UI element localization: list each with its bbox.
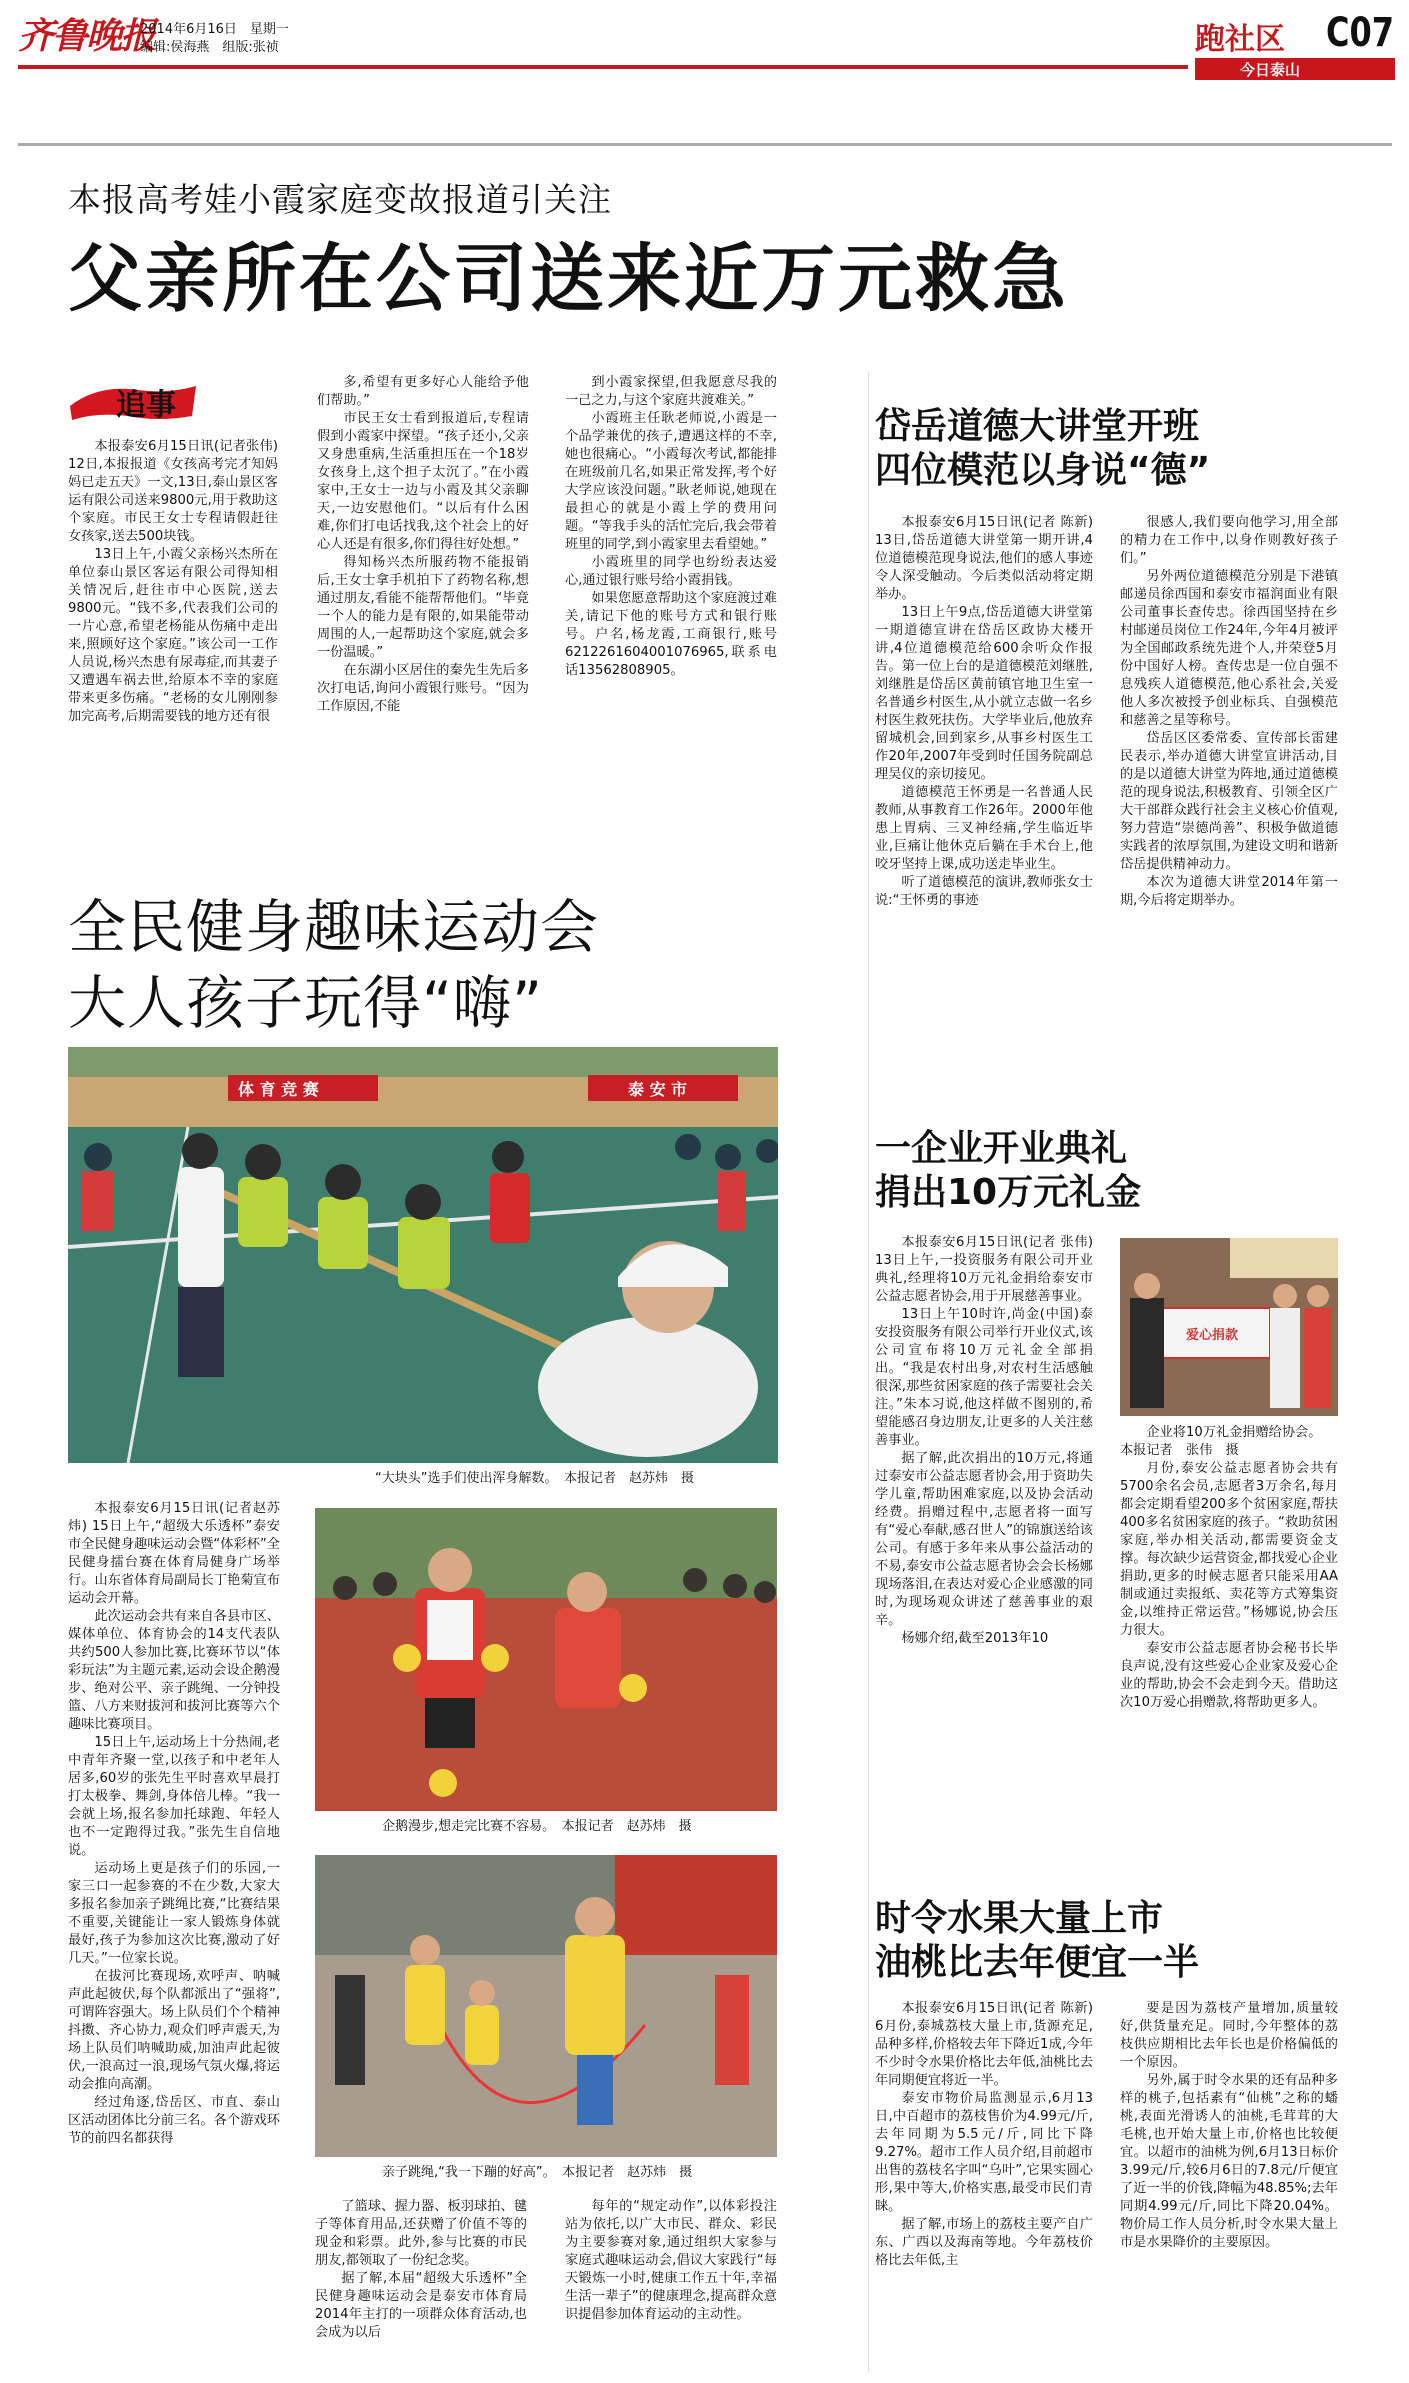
jump-rope-illustration <box>315 1855 777 2157</box>
jump-rope-photo <box>315 1855 777 2157</box>
paragraph: 在东湖小区居住的秦先生先后多次打电话,询问小霞银行账号。“因为工作原因,不能 <box>317 663 529 714</box>
paragraph: 要是因为荔枝产量增加,质量较好,供货量充足。同时,今年整体的荔枝供应期相比去年长也是价格偏低的一个原因。 <box>1120 2001 1338 2070</box>
ethics-column-2 <box>1120 514 1338 1074</box>
lead-column-2 <box>317 374 529 836</box>
column-rule <box>868 372 869 2372</box>
paragraph: 13日上午9点,岱岳道德大讲堂第一期道德宣讲在岱岳区政协大楼开讲,4位道德模范给600余听众作报告。第一位上台的是道德模范刘继胜,刘继胜是岱岳区黄前镇官地卫生室一名普通乡村医生,从小就立志做一名乡村医生救死扶伤。大学毕业后,他放弃留城机会,回到家乡,从事乡村医生工作20年,2007年受到时任国务院副总理吴仪的亲切接见。 <box>875 605 1093 782</box>
penguin-walk-illustration <box>315 1508 777 1811</box>
sports-headline-1: 全民健身趣味运动会 <box>68 893 600 961</box>
paragraph: 另外两位道德模范分别是下港镇邮递员徐西国和泰安市福润面业有限公司董事长查传忠。徐西国坚持在乡村邮递员岗位工作24年,今年4月被评为全国邮政系统先进个人,并荣登5月份中国好人榜。查传忠是一位自强不息残疾人道德模范,他心系社会,关爱他人多次被授予创业标兵、自强模范和慈善之星等称号。 <box>1120 569 1338 728</box>
penguin-walk-photo <box>315 1508 777 1811</box>
paragraph: 经过角逐,岱岳区、市直、泰山区活动团体比分前三名。各个游戏环节的前四名都获得 <box>68 2095 280 2146</box>
paragraph: 到小霞家探望,但我愿意尽我的一己之力,与这个家庭共渡难关。” <box>565 375 777 408</box>
page-number: C07 <box>1326 10 1395 56</box>
editors-line: 编辑:侯海燕 组版:张祯 <box>140 40 279 55</box>
divider-top <box>18 143 1392 146</box>
paragraph: 据了解,本届“超级大乐透杯”全民健身趣味运动会是泰安市体育局2014年主打的一项群众体育活动,也会成为以后 <box>315 2271 527 2340</box>
paragraph: 13日上午10时许,尚金(中国)泰安投资服务有限公司举行开业仪式,该公司宣布将10万元礼金全部捐出。“我是农村出身,对农村生活感触很深,那些贫困家庭的孩子需要社会关注。”朱本习说,他这样做不图别的,希望能感召身边朋友,让更多的人关注慈善事业。 <box>875 1307 1093 1448</box>
paragraph: 另外,属于时令水果的还有品种多样的桃子,包括素有“仙桃”之称的蟠桃,表面光滑诱人的油桃,毛茸茸的大毛桃,也开始大量上市,价格也比较便宜。以超市的油桃为例,6月13日标价3.99元/斤,较6月6日的7.8元/斤便宜了近一半的价钱,降幅为48.85%;去年同期4.99元/斤,同比下降20.04%。物价局工作人员分析,时令水果大量上市是水果降价的主要原因。 <box>1120 2073 1338 2250</box>
enterprise-column-1 <box>875 1234 1093 1846</box>
paragraph: 此次运动会共有来自各县市区、媒体单位、体育协会的14支代表队共约500人参加比赛,比赛环节以“体彩玩法”为主题元素,运动会设企鹅漫步、绝对公平、亲子跳绳、一分钟投篮、八方来财拔河和拔河比赛等六个趣味比赛项目。 <box>68 1609 280 1732</box>
paragraph: 本报泰安6月15日讯(记者张伟) 12日,本报报道《女孩高考完才知妈妈已走五天》一文,13日,泰山景区客运有限公司送来9800元,用于救助这个家庭。市民王女士专程请假赶往女孩家,送去500块钱。 <box>68 439 278 544</box>
photo-caption-2: 企鹅漫步,想走完比赛不容易。 本报记者 赵苏炜 摄 <box>382 1819 692 1834</box>
lead-headline: 父亲所在公司送来近万元救急 <box>68 236 1069 322</box>
photo-caption-3: 亲子跳绳,“我一下蹦的好高”。 本报记者 赵苏炜 摄 <box>382 2165 693 2180</box>
paragraph: 本报泰安6月15日讯(记者 陈新) 13日,岱岳道德大讲堂第一期开讲,4位道德模范现身说法,他们的感人事迹令人深受触动。今后类似活动将定期举办。 <box>875 515 1093 602</box>
paragraph: 本报泰安6月15日讯(记者赵苏炜) 15日上午,“超级大乐透杯”泰安市全民健身趣味运动会暨“体彩杯”全民健身擂台赛在体育局健身广场举行。山东省体育局副局长丁艳菊宣布运动会开幕。 <box>68 1501 280 1606</box>
ethics-column-1 <box>875 514 1093 1074</box>
paragraph: 每年的“规定动作”,以体彩投注站为依托,以广大市民、群众、彩民为主要参赛对象,通过组织大家参与家庭式趣味运动会,倡议大家践行“每天锻炼一小时,健康工作五十年,幸福生活一辈子”的健康理念,提高群众意识提倡参加体育运动的主动性。 <box>565 2199 777 2322</box>
photo-caption-1: “大块头”选手们使出浑身解数。 本报记者 赵苏炜 摄 <box>375 1471 694 1486</box>
banner-text: 体 育 竞 赛 <box>238 1080 319 1099</box>
lead-column-3 <box>565 374 777 814</box>
lead-column-1 <box>68 438 278 836</box>
paragraph: 道德模范王怀勇是一名普通人民教师,从事教育工作26年。2000年他患上胃病、三叉神经痛,学生临近毕业,巨痛让他休克后躺在手术台上,他咬牙坚持上课,成功送走毕业生。 <box>875 785 1093 872</box>
header-rule <box>18 65 1188 69</box>
paragraph: 本次为道德大讲堂2014年第一期,今后将定期举办。 <box>1120 875 1338 908</box>
fruit-headline-2: 油桃比去年便宜一半 <box>875 1942 1200 1983</box>
paragraph: 在拔河比赛现场,欢呼声、呐喊声此起彼伏,每个队都派出了“强将”,可谓阵容强大。场上队员们个个精神抖擞、齐心协力,观众们呼声震天,为场上队员们呐喊助威,加油声此起彼伏,一浪高过一浪,现场气氛火爆,将运动会推向高潮。 <box>68 1969 280 2092</box>
lead-kicker: 本报高考娃小霞家庭变故报道引关注 <box>68 180 612 219</box>
enterprise-column-2 <box>1120 1460 1338 1840</box>
ethics-headline-2: 四位模范以身说“德” <box>875 450 1211 491</box>
paragraph: 泰安市物价局监测显示,6月13日,中百超市的荔枝售价为4.99元/斤,去年同期为5.5元/斤,同比下降9.27%。超市工作人员介绍,目前超市出售的荔枝名字叫“乌叶”,它果实圆心形,果中等大,价格实惠,最受市民们青睐。 <box>875 2091 1093 2214</box>
paragraph: 多,希望有更多好心人能给予他们帮助。” <box>317 375 529 408</box>
zhuishi-badge <box>68 376 198 426</box>
sports-column-right <box>565 2198 777 2378</box>
subsection-name: 今日泰山 <box>1240 61 1301 79</box>
sign-text: 泰 安 市 <box>628 1080 688 1099</box>
paragraph: 小霞班主任耿老师说,小霞是一个品学兼优的孩子,遭遇这样的不幸,她也很痛心。“小霞每次考试,都能排在班级前几名,如果正常发挥,考个好大学应该没问题。”耿老师说,她现在最担心的就是小霞上学的费用问题。“等我手头的活忙完后,我会带着班里的同学,到小霞家里去看望她。” <box>565 411 777 552</box>
ethics-headline-1: 岱岳道德大讲堂开班 <box>875 406 1200 447</box>
enterprise-headline-1: 一企业开业典礼 <box>875 1128 1128 1169</box>
enterprise-headline-2: 捐出10万元礼金 <box>875 1172 1142 1213</box>
fruit-column-2 <box>1120 2000 1338 2378</box>
tug-of-war-illustration <box>68 1047 778 1463</box>
paragraph: 市民王女士看到报道后,专程请假到小霞家中探望。“孩子还小,父亲又身患重病,生活重担压在一个18岁女孩身上,这个担子太沉了。”在小霞家中,王女士一边与小霞及其父亲聊天,一边安慰他们。“以后有什么困难,你们打电话找我,这个社会上的好心人还是有很多,你们得往好处想。” <box>317 411 529 552</box>
badge-label: 追事 <box>116 388 176 423</box>
paragraph: 月份,泰安公益志愿者协会共有5700余名会员,志愿者3万余名,每月都会定期看望200多个贫困家庭,帮扶400多名贫困家庭的孩子。“救助贫困家庭,举办相关活动,都需要资金支撑。每次缺少运营资金,都找爱心企业捐助,更多的时候志愿者只能采用AA制或通过卖报纸、卖花等方式筹集资金,以维持正常运营。”杨娜说,协会压力很大。 <box>1120 1461 1338 1638</box>
paragraph: 很感人,我们要向他学习,用全部的精力在工作中,以身作则教好孩子们。” <box>1120 515 1338 566</box>
paragraph: 据了解,市场上的荔枝主要产自广东、广西以及海南等地。今年荔枝价格比去年低,主 <box>875 2217 1093 2268</box>
paragraph: 如果您愿意帮助这个家庭渡过难关,请记下他的账号方式和银行账号。户名,杨龙霞,工商银行,账号6212261604001076965,联系电话13562808905。 <box>565 591 777 678</box>
sports-column-left <box>68 1500 280 2377</box>
donation-photo-caption: 企业将10万礼金捐赠给协会。 本报记者 张伟 摄 <box>1120 1425 1329 1458</box>
paragraph: 小霞班里的同学也纷纷表达爱心,通过银行账号给小霞捐钱。 <box>565 555 777 588</box>
paragraph: 本报泰安6月15日讯(记者 陈新) 6月份,泰城荔枝大量上市,货源充足,品种多样,价格较去年下降近1成,今年不少时令水果价格比去年低,油桃比去年同期便宜将近一半。 <box>875 2001 1093 2088</box>
sports-column-mid <box>315 2198 527 2378</box>
paragraph: 听了道德模范的演讲,教师张女士说:“王怀勇的事迹 <box>875 875 1093 908</box>
tug-of-war-photo <box>68 1047 778 1463</box>
sports-headline-2: 大人孩子玩得“嗨” <box>68 969 544 1037</box>
paragraph: 了篮球、握力器、板羽球拍、毽子等体育用品,还获赠了价值不等的现金和彩票。此外,参与比赛的市民朋友,都领取了一份纪念奖。 <box>315 2199 527 2268</box>
paragraph: 本报泰安6月15日讯(记者 张伟) 13日上午,一投资服务有限公司开业典礼,经理将10万元礼金捐给泰安市公益志愿者协会,用于开展慈善事业。 <box>875 1235 1093 1304</box>
paragraph: 运动场上更是孩子们的乐园,一家三口一起参赛的不在少数,大家大多报名参加亲子跳绳比赛,“比赛结果不重要,关键能让一家人锻炼身体就最好,孩子为参加这次比赛,激动了好几天。”一位家长说。 <box>68 1861 280 1966</box>
fruit-headline-1: 时令水果大量上市 <box>875 1898 1164 1939</box>
paragraph: 据了解,此次捐出的10万元,将通过泰安市公益志愿者协会,用于资助失学儿童,帮助困难家庭,以及协会活动经费。捐赠过程中,志愿者将一面写有“爱心奉献,感召世人”的锦旗送给该公司。有感于多年来从事公益活动的不易,泰安市公益志愿者协会会长杨娜现场落泪,在表达对爱心企业感激的同时,为现场观众讲述了慈善事业的艰辛。 <box>875 1451 1093 1628</box>
paragraph: 杨娜介绍,截至2013年10 <box>901 1631 1049 1646</box>
date-line: 2014年6月16日 星期一 <box>140 22 289 37</box>
fruit-column-1 <box>875 2000 1093 2378</box>
paragraph: 泰安市公益志愿者协会秘书长毕良声说,没有这些爱心企业家及爱心企业的帮助,协会不会走到今天。借助这次10万爱心捐赠款,将帮助更多人。 <box>1120 1641 1338 1710</box>
paragraph: 岱岳区区委常委、宣传部长雷建民表示,举办道德大讲堂宣讲活动,目的是以道德大讲堂为阵地,通过道德模范的现身说法,积极教育、引领全区广大干部群众践行社会主义核心价值观,努力营造“崇德尚善”、积极争做道德实践者的浓厚氛围,为建设文明和谐新岱岳提供精神动力。 <box>1120 731 1338 872</box>
paragraph: 13日上午,小霞父亲杨兴杰所在单位泰山景区客运有限公司得知相关情况后,赶往市中心医院,送去9800元。“钱不多,代表我们公司的一片心意,希望老杨能从伤痛中走出来,照顾好这个家庭。”该公司一工作人员说,杨兴杰患有尿毒症,而其妻子又遭遇车祸去世,给原本不幸的家庭带来更多伤痛。“老杨的女儿刚刚参加完高考,后期需要钱的地方还有很 <box>68 547 278 724</box>
section-name: 跑社区 <box>1195 22 1285 57</box>
paragraph: 15日上午,运动场上十分热闹,老中青年齐聚一堂,以孩子和中老年人居多,60岁的张先生平时喜欢早晨打打太极拳、舞剑,身体倍儿棒。“我一会就上场,报名参加托球跑、年轻人也不一定跑得过我。”张先生自信地说。 <box>68 1735 280 1858</box>
paragraph: 得知杨兴杰所服药物不能报销后,王女士拿手机拍下了药物名称,想通过朋友,看能不能帮帮他们。“毕竟一个人的能力是有限的,如果能带动周围的人,一起帮助这个家庭,就会多一份温暖。” <box>317 555 529 660</box>
masthead-logo: 齐鲁晚报 <box>18 15 155 57</box>
donation-board-text: 爱心捐款 <box>1186 1328 1239 1343</box>
donation-photo <box>1120 1238 1338 1416</box>
